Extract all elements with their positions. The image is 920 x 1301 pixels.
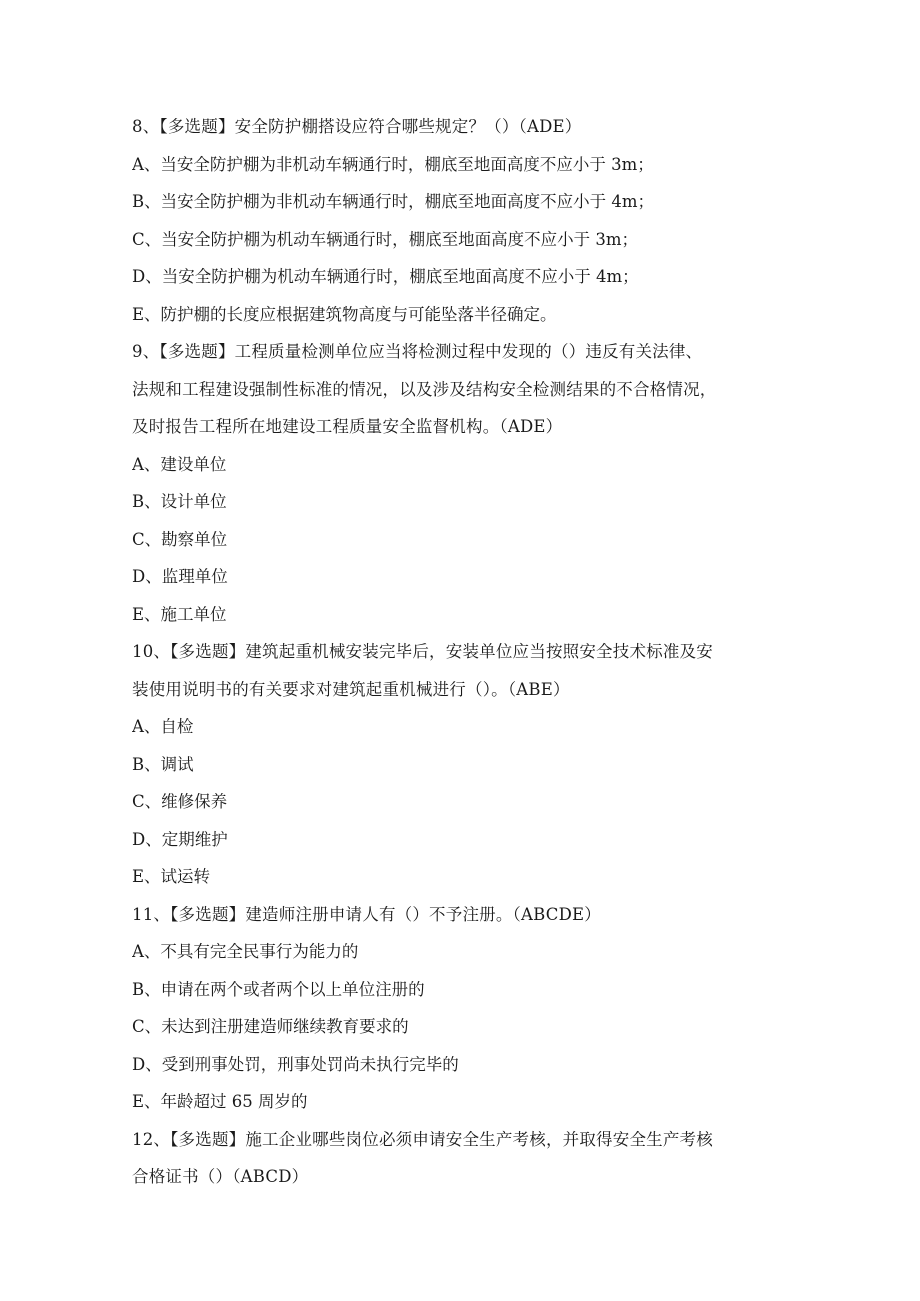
option-c: C、当安全防护棚为机动车辆通行时，棚底至地面高度不应小于 3m； xyxy=(132,229,639,249)
option-b: B、设计单位 xyxy=(132,492,227,511)
option-a: A、建设单位 xyxy=(132,454,227,474)
question-text: 10、【多选题】建筑起重机械安装完毕后，安装单位应当按照安全技术标准及安 xyxy=(132,642,713,661)
option-b: B、申请在两个或者两个以上单位注册的 xyxy=(132,979,425,999)
question-10 xyxy=(132,633,798,896)
option-d: D、受到刑事处罚，刑事处罚尚未执行完毕的 xyxy=(132,1054,459,1074)
option-e: E、试运转 xyxy=(132,867,211,886)
question-text: 法规和工程建设强制性标准的情况，以及涉及结构安全检测结果的不合格情况， xyxy=(132,379,717,399)
option-b: B、调试 xyxy=(132,754,194,774)
question-text: 11、【多选题】建造师注册申请人有（）不予注册。（ABCDE） xyxy=(132,904,601,924)
question-text: 装使用说明书的有关要求对建筑起重机械进行（）。（ABE） xyxy=(132,679,570,699)
question-8 xyxy=(132,108,798,333)
question-text: 及时报告工程所在地建设工程质量安全监督机构。（ADE） xyxy=(132,417,563,436)
option-d: D、定期维护 xyxy=(132,829,228,849)
option-e: E、防护棚的长度应根据建筑物高度与可能坠落半径确定。 xyxy=(132,304,557,324)
question-list xyxy=(132,108,798,1196)
option-a: A、不具有完全民事行为能力的 xyxy=(132,942,359,961)
question-12 xyxy=(132,1121,798,1196)
option-a: A、当安全防护棚为非机动车辆通行时，棚底至地面高度不应小于 3m； xyxy=(132,154,654,174)
option-d: D、监理单位 xyxy=(132,567,228,586)
question-9 xyxy=(132,333,798,633)
question-11 xyxy=(132,896,798,1121)
option-c: C、未达到注册建造师继续教育要求的 xyxy=(132,1017,409,1036)
question-text: 9、【多选题】工程质量检测单位应当将检测过程中发现的（）违反有关法律、 xyxy=(132,342,703,361)
question-text: 12、【多选题】施工企业哪些岗位必须申请安全生产考核，并取得安全生产考核 xyxy=(132,1129,713,1149)
question-text: 合格证书（）（ABCD） xyxy=(132,1167,309,1186)
option-a: A、自检 xyxy=(132,717,194,736)
option-c: C、勘察单位 xyxy=(132,529,228,549)
option-e: E、施工单位 xyxy=(132,604,227,624)
option-b: B、当安全防护棚为非机动车辆通行时，棚底至地面高度不应小于 4m； xyxy=(132,192,655,211)
question-text: 8、【多选题】安全防护棚搭设应符合哪些规定？（）（ADE） xyxy=(132,117,582,136)
option-e: E、年龄超过 65 周岁的 xyxy=(132,1092,308,1111)
option-c: C、维修保养 xyxy=(132,792,228,811)
option-d: D、当安全防护棚为机动车辆通行时，棚底至地面高度不应小于 4m； xyxy=(132,267,639,286)
